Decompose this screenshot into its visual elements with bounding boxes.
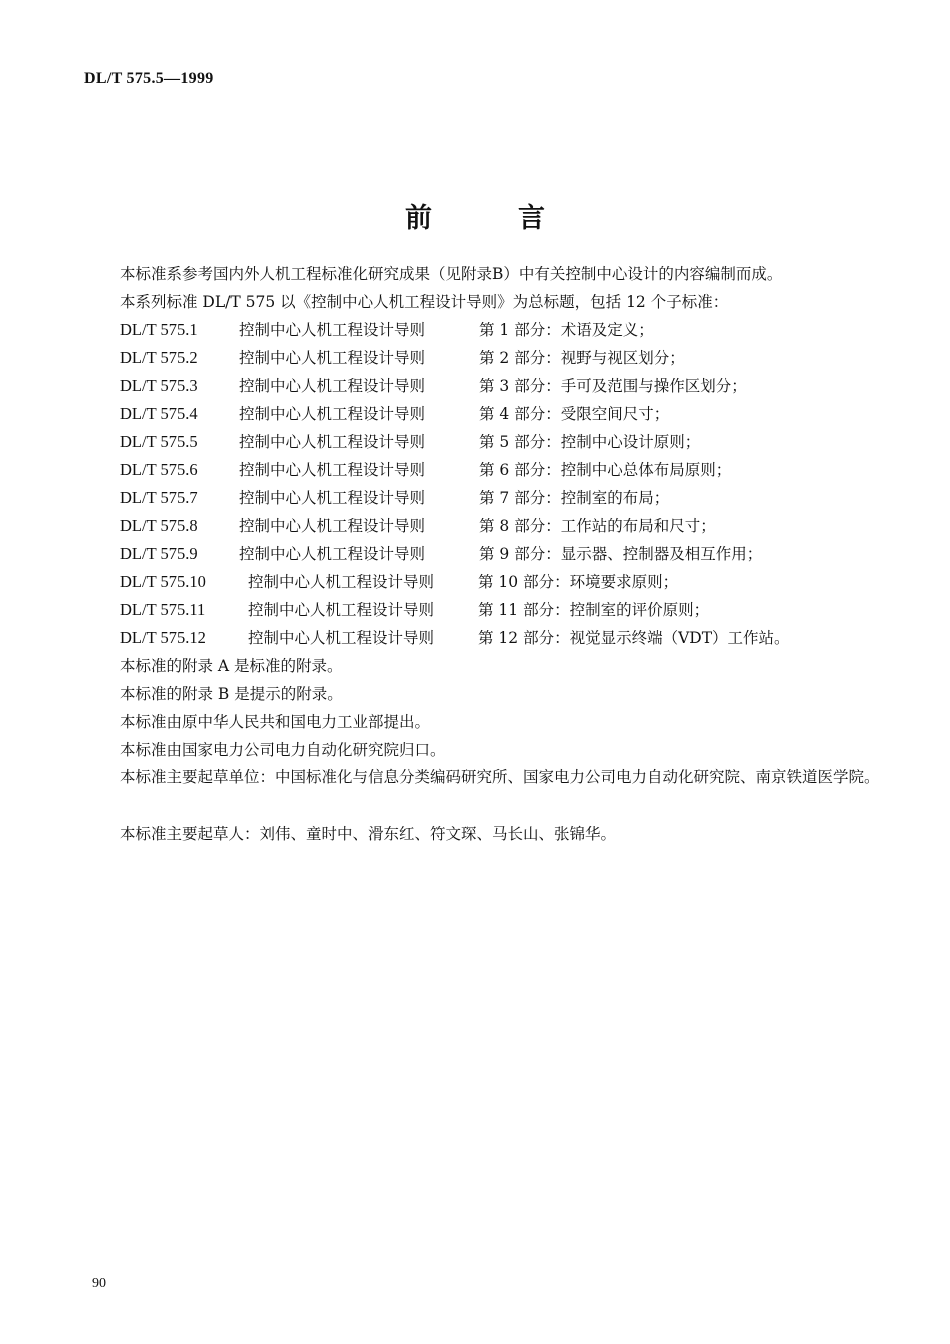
standard-part: 第 7 部分：控制室的布局； xyxy=(479,489,670,507)
standard-part: 第 8 部分：工作站的布局和尺寸； xyxy=(479,517,716,535)
standard-item xyxy=(120,542,762,564)
page-number: 90 xyxy=(92,1276,106,1291)
standard-code: DL/T 575.12 xyxy=(120,628,206,647)
standard-item xyxy=(120,318,654,340)
standard-part: 第 11 部分：控制室的评价原则； xyxy=(478,601,710,619)
title-char-1: 前 xyxy=(405,203,432,234)
standard-item xyxy=(120,458,731,480)
standard-name: 控制中心人机工程设计导则 xyxy=(248,601,435,619)
standard-name: 控制中心人机工程设计导则 xyxy=(239,349,426,367)
standard-item xyxy=(120,570,678,592)
standard-code: DL/T 575.3 xyxy=(120,376,198,395)
standard-name: 控制中心人机工程设计导则 xyxy=(248,629,435,647)
standard-item xyxy=(120,430,700,452)
standard-name: 控制中心人机工程设计导则 xyxy=(239,377,426,395)
standard-code: DL/T 575.5 xyxy=(120,432,198,451)
standard-code: DL/T 575.9 xyxy=(120,544,198,563)
title-char-2: 言 xyxy=(518,203,545,234)
standard-item xyxy=(120,514,716,536)
standard-item xyxy=(120,346,685,368)
standard-name: 控制中心人机工程设计导则 xyxy=(239,545,426,563)
standard-code: DL/T 575.1 xyxy=(120,320,198,339)
note-centralizing-unit: 本标准由国家电力公司电力自动化研究院归口。 xyxy=(120,741,446,759)
standard-item xyxy=(120,402,669,424)
standard-item xyxy=(120,374,747,396)
note-appendix-a: 本标准的附录 A 是标准的附录。 xyxy=(120,657,343,675)
standard-item xyxy=(120,486,669,508)
standard-part: 第 10 部分：环境要求原则； xyxy=(478,573,679,591)
intro-paragraph-1: 本标准系参考国内外人机工程标准化研究成果（见附录B）中有关控制中心设计的内容编制而成。 xyxy=(120,265,783,283)
standard-part: 第 12 部分：视觉显示终端（VDT）工作站。 xyxy=(478,629,790,647)
drafters-paragraph: 本标准主要起草人：刘伟、童时中、滑东红、符文琛、马长山、张锦华。 xyxy=(120,825,617,843)
standard-code: DL/T 575.6 xyxy=(120,460,198,479)
note-proposer: 本标准由原中华人民共和国电力工业部提出。 xyxy=(120,713,431,731)
standard-part: 第 9 部分：显示器、控制器及相互作用； xyxy=(479,545,763,563)
standard-name: 控制中心人机工程设计导则 xyxy=(239,405,426,423)
standard-code: DL/T 575.7 xyxy=(120,488,198,507)
standard-item xyxy=(120,598,709,620)
standard-name: 控制中心人机工程设计导则 xyxy=(239,433,426,451)
standard-part: 第 1 部分：术语及定义； xyxy=(479,321,654,339)
page-title xyxy=(0,196,950,235)
standard-name: 控制中心人机工程设计导则 xyxy=(239,321,426,339)
standard-code: DL/T 575.10 xyxy=(120,572,206,591)
standard-code: DL/T 575.4 xyxy=(120,404,198,423)
intro-paragraph-2: 本系列标准 DL/T 575 以《控制中心人机工程设计导则》为总标题，包括 12 个子标准： xyxy=(120,293,729,311)
standard-code: DL/T 575.2 xyxy=(120,348,198,367)
standard-item xyxy=(120,626,790,648)
note-appendix-b: 本标准的附录 B 是提示的附录。 xyxy=(120,685,343,703)
standard-name: 控制中心人机工程设计导则 xyxy=(248,573,435,591)
standard-part: 第 2 部分：视野与视区划分； xyxy=(479,349,685,367)
document-code: DL/T 575.5—1999 xyxy=(84,70,214,87)
standard-part: 第 6 部分：控制中心总体布局原则； xyxy=(479,461,732,479)
standard-name: 控制中心人机工程设计导则 xyxy=(239,461,426,479)
standard-part: 第 4 部分：受限空间尺寸； xyxy=(479,405,670,423)
standard-code: DL/T 575.11 xyxy=(120,600,206,619)
standard-name: 控制中心人机工程设计导则 xyxy=(239,517,426,535)
standard-part: 第 3 部分：手可及范围与操作区划分； xyxy=(479,377,747,395)
standard-code: DL/T 575.8 xyxy=(120,516,198,535)
standard-name: 控制中心人机工程设计导则 xyxy=(239,489,426,507)
standard-part: 第 5 部分：控制中心设计原则； xyxy=(479,433,701,451)
drafting-units-paragraph: 本标准主要起草单位：中国标准化与信息分类编码研究所、国家电力公司电力自动化研究院、南京铁道医学院。 xyxy=(120,768,880,786)
